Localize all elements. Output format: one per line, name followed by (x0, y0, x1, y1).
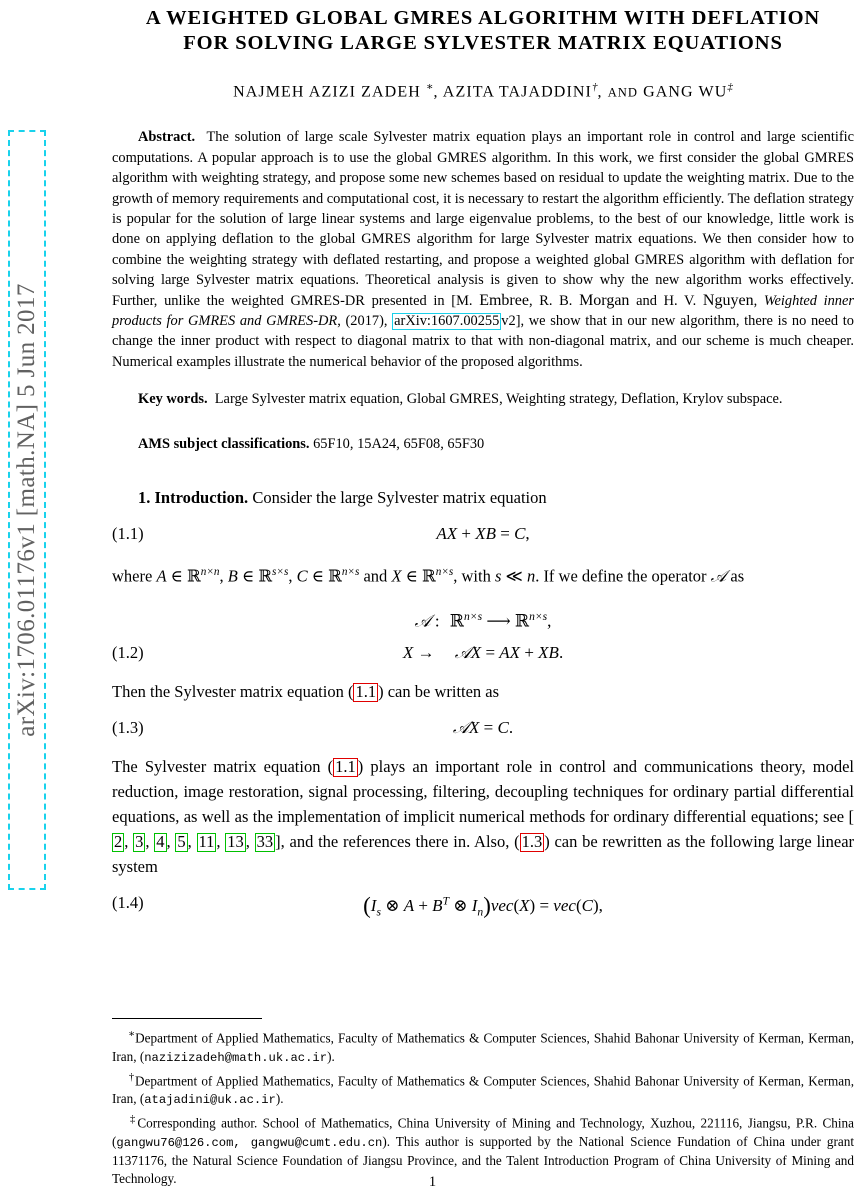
footnote-2-mark: † (128, 1071, 135, 1083)
page-number: 1 (428, 1174, 437, 1190)
abstract-cite-author-3: Nguyen (702, 291, 754, 309)
abstract-cite-title: Weighted inner products for GMRES and GMRES-DR (112, 292, 854, 329)
author-conjunction: AND (607, 85, 638, 100)
equation-1-3-body: 𝒜X = C. (452, 718, 514, 739)
footnote-1 (112, 1026, 854, 1067)
citation-link[interactable]: 5 (177, 832, 186, 852)
footnote-1-text-a: Department of Applied Mathematics, Faculty of Mathematics & Computer Sciences, Shahid Bahonar University of Kerman, Kerman, Iran, ( (112, 1030, 854, 1065)
citation-link[interactable]: 2 (114, 832, 123, 852)
role-lead: The Sylvester matrix equation ( (112, 757, 334, 777)
arxiv-stamp (8, 130, 46, 890)
paragraph-where: where A ∈ ℝ$^{n\times n}$, B ∈ ℝ$^{s\times s}$, C ∈ ℝ$^{n\times s}$ and X ∈ ℝ$^{n\times s}$, with s ≪ n. If we define the operator 𝒜 as (112, 566, 745, 586)
keywords-block (112, 389, 854, 409)
author-sep-2: , (597, 83, 608, 101)
equation-1-3-number: (1.3) (112, 718, 144, 738)
equation-1-3-row (112, 718, 854, 742)
section-number: 1. (138, 488, 151, 508)
footnote-section (112, 1018, 854, 1190)
paragraph-then (112, 679, 854, 704)
author-1-mark: ∗ (425, 81, 434, 93)
where-mid: with (461, 566, 491, 586)
abstract-text-part-2: we show that in our new algorithm, there is no need to change the inner product with respect to diagonal matrix to that with non-diagonal matrix, and our scheme is much cheaper. Numerical examples illustrate the numerical behavior of the proposed algorithms. (112, 312, 855, 370)
page-title (112, 6, 854, 56)
footnote-3-mark: ‡ (128, 1113, 138, 1125)
arxiv-stamp-text: arXiv:1706.01176v1 [math.NA] 5 Jun 2017 (13, 283, 40, 737)
footnote-2-email[interactable]: atajadini@uk.ac.ir (144, 1093, 276, 1108)
abstract-cite-author-1: Embree (479, 291, 529, 309)
footnote-3-email[interactable]: gangwu76@126.com, gangwu@cumt.edu.cn (116, 1135, 383, 1150)
abstract-cite-mid-3: , (753, 292, 764, 309)
arxiv-link[interactable]: arXiv:1607.00255 (394, 312, 500, 329)
title-line-1: A WEIGHTED GLOBAL GMRES ALGORITHM WITH DEFLATION (145, 7, 821, 29)
where-lead: where (112, 566, 153, 586)
equation-1-2-row-b (112, 643, 854, 667)
equation-ref-link-1-1a[interactable]: 1.1 (355, 682, 377, 702)
paragraph-role: The Sylvester matrix equation ( 1.1 ) plays an important role in control and communications theory, model reduction, image restoration, signal processing, filtering, decoupling techniques for ordinary partial differential equations, as well as the implementation of implicit numerical methods for ordinary differential equations; see [2 , 3 , 4 , 5 , 11 , 13 , 33 ], and the references there in. Also, ( 1.3 ) can be rewritten as the following large linear system (112, 757, 855, 877)
citation-link[interactable]: 13 (227, 832, 244, 852)
arxiv-suffix: v2], (501, 312, 525, 329)
role-tail: ) can be rewritten as the following large linear system (112, 832, 855, 877)
equation-1-1-row (112, 524, 854, 548)
footnote-2-text-b: ). (275, 1091, 284, 1107)
abstract-cite-author-2: Morgan (579, 291, 630, 309)
author-sep-1: , (433, 83, 443, 101)
where-end: as (730, 566, 745, 586)
citation-link[interactable]: 4 (156, 832, 165, 852)
ams-text: 65F10, 15A24, 65F08, 65F30 (313, 435, 485, 452)
citation-link[interactable]: 3 (135, 832, 144, 852)
equation-1-1-body: AX + XB = C, (436, 524, 530, 544)
abstract-label: Abstract. (138, 129, 196, 146)
keywords-label: Key words. (138, 391, 208, 408)
author-1: NAJMEH AZIZI ZADEH (233, 83, 421, 101)
equation-ref-link-1-1b[interactable]: 1.1 (335, 757, 356, 777)
abstract-cite-mid-1: , R. B. (528, 292, 580, 309)
equation-1-2-row (112, 603, 854, 636)
section-lead-text: Consider the large Sylvester matrix equation (252, 488, 547, 508)
abstract-text-part-1: The solution of large scale Sylvester matrix equation plays an important role in control and large scientific computations. A popular approach is to use the global GMRES algorithm. In this work, we first consider the global GMRES algorithm with weighting strategy, and propose some new schemes based on residual to update the weighting matrix. Due to the growth of memory requirements and computational cost, it is necessary to restart the algorithm efficiently. The deflation strategy is popular for the solution of large linear systems and large eigenvalue problems, to the best of our knowledge, little work is done on applying deflation to the global GMRES algorithm for large Sylvester matrix equations. We then consider how to combine the weighting strategy with deflated restarting, and propose a weighted global GMRES algorithm with deflation for solving large Sylvester matrix equations. Theoretical analysis is given to show why the new algorithm works effectively. Further, unlike the weighted GMRES-DR presented in [M. (112, 129, 855, 309)
paper-page (112, 0, 854, 931)
then-tail: ) can be written as (378, 682, 500, 702)
footnote-rule (112, 1018, 262, 1019)
citation-link[interactable]: 33 (256, 832, 274, 852)
footnote-2 (112, 1069, 854, 1110)
equation-1-4-number: (1.4) (112, 893, 144, 913)
footnote-1-text-b: ). (327, 1049, 335, 1065)
equation-1-4-body: ($I_s$ ⊗ $A + B^T$ ⊗ $I_n)vec(X) = vec(C)$, (363, 893, 603, 919)
equation-1-4-row (112, 893, 854, 919)
footnote-1-mark: ∗ (128, 1029, 136, 1041)
author-list (112, 80, 854, 101)
author-3: GANG WU (643, 83, 728, 101)
keywords-text: Large Sylvester matrix equation, Global GMRES, Weighting strategy, Deflation, Krylov subspace. (214, 391, 783, 408)
then-lead: Then the Sylvester matrix equation ( (112, 682, 354, 702)
role-mid-2: ], and the references there in. Also, ( (275, 832, 520, 852)
role-mid: ) plays an important role in control and communications theory, model reduction, image restoration, signal processing, filtering, decoupling techniques for ordinary partial differential equations, as well as the implementation of implicit numerical methods for ordinary differential equations; see [ (112, 757, 854, 827)
equation-1-1-number: (1.1) (112, 524, 144, 544)
title-line-2: FOR SOLVING LARGE SYLVESTER MATRIX EQUATIONS (183, 32, 783, 54)
section-heading (112, 486, 854, 510)
equation-1-2-line-2: X → 𝒜X = AX + XB. (402, 643, 564, 664)
footnote-3-text-a: Corresponding author. School of Mathematics, China University of Mining and Technology, Xuzhou, 221116, Jiangsu, P.R. China ( (112, 1115, 854, 1149)
author-2: AZITA TAJADDINI (442, 83, 592, 101)
where-tail: . If we define the operator (535, 566, 707, 586)
abstract-cite-year: , (2017), (337, 312, 393, 329)
author-2-mark: † (591, 81, 598, 93)
abstract-cite-mid-2: and H. V. (629, 292, 703, 309)
footnote-3-text-b: ). This author is supported by the National Science Fundation of China under grant 11371176, the Natural Science Foundation of Jiangsu Province, and the Talent Introduction Program of China University of Mining and Technology. (112, 1133, 854, 1187)
ams-label: AMS subject classifications. (138, 435, 310, 452)
citation-link[interactable]: 11 (198, 832, 215, 852)
section-title: Introduction. (154, 488, 249, 508)
footnote-1-email[interactable]: nazizizadeh@math.uk.ac.ir (144, 1051, 328, 1066)
author-3-mark: ‡ (727, 81, 733, 93)
ams-block (112, 434, 854, 454)
equation-1-2-line-1: 𝒜 : ℝ$^{n\times s}$ ⟶ ℝ$^{n\times s}$, (414, 609, 552, 632)
equation-ref-link-1-3[interactable]: 1.3 (521, 832, 543, 852)
abstract-block (112, 127, 854, 372)
equation-1-2-number: (1.2) (112, 643, 144, 663)
footnote-2-text-a: Department of Applied Mathematics, Faculty of Mathematics & Computer Sciences, Shahid Bahonar University of Kerman, Kerman, Iran, ( (112, 1072, 855, 1107)
